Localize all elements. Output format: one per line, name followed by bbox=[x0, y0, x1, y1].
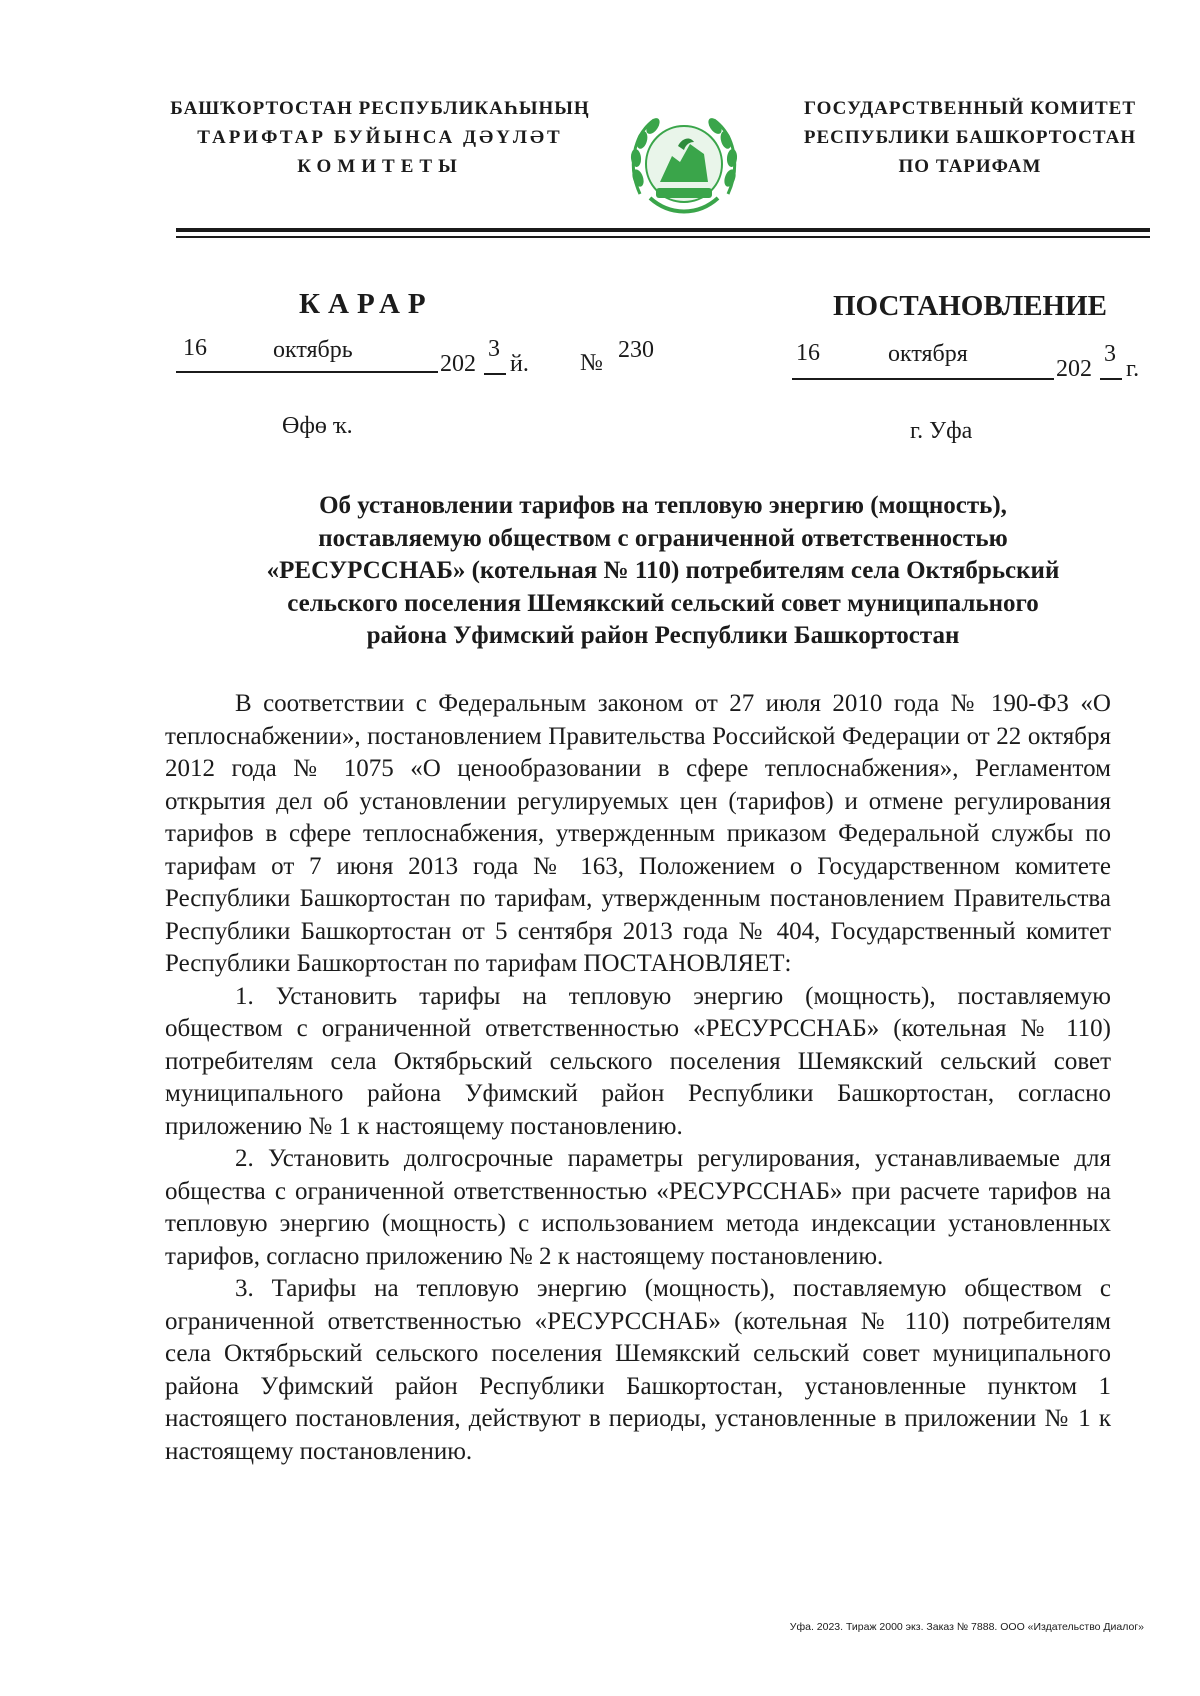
header-right-line: ГОСУДАРСТВЕННЫЙ КОМИТЕТ bbox=[803, 98, 1137, 119]
header-right-line: ПО ТАРИФАМ bbox=[898, 156, 1042, 177]
place-right: г. Уфа bbox=[910, 418, 973, 444]
header-left-line: КОМИТЕТЫ bbox=[297, 156, 463, 177]
header-rule bbox=[176, 236, 1150, 238]
header-left-line: ТАРИФТАР БУЙЫНСА ДӘҮЛӘТ bbox=[197, 127, 563, 148]
title-line: сельского поселения Шемякский сельский совет муниципального bbox=[287, 589, 1039, 617]
date-right-day: 16 bbox=[796, 340, 820, 366]
place-left: Өфө ҡ. bbox=[282, 413, 353, 439]
document-title bbox=[176, 490, 1150, 653]
date-right-year-prefix: 202 bbox=[1056, 356, 1092, 382]
emblem-icon bbox=[620, 98, 748, 226]
date-left-year-suffix: й. bbox=[510, 351, 529, 377]
date-left-month: октябрь bbox=[273, 337, 353, 363]
title-line: поставляемую обществом с ограниченной ответственностью bbox=[318, 524, 1008, 552]
date-left-underline bbox=[176, 371, 438, 373]
body-paragraph: 1. Установить тарифы на тепловую энергию (мощность), поставляемую обществом с ограниченной ответственностью «РЕСУРССНАБ» (котельная № 110) потребителям села Октябрьский сельского поселения Шемякский сельский совет муниципального района Уфимский район Республики Башкортостан, согласно приложению № 1 к настоящему постановлению. bbox=[165, 982, 1111, 1140]
doc-type-right: ПОСТАНОВЛЕНИЕ bbox=[833, 290, 1108, 322]
title-line: Об установлении тарифов на тепловую энергию (мощность), bbox=[319, 492, 1007, 519]
number-value: 230 bbox=[618, 337, 654, 363]
date-right-month: октября bbox=[888, 341, 968, 367]
date-left-day: 16 bbox=[183, 335, 207, 361]
date-right-year-suffix: г. bbox=[1126, 356, 1140, 382]
body-paragraph: 3. Тарифы на тепловую энергию (мощность), поставляемую обществом с ограниченной ответственностью «РЕСУРССНАБ» (котельная № 110) потребителям села Октябрьский сельского поселения Шемякский сельский совет муниципального района Уфимский район Республики Башкортостан, установленные пунктом 1 настоящего постановления, действуют в периоды, установленные в приложении № 1 к настоящему постановлению. bbox=[165, 1275, 1111, 1465]
date-left-year-underline bbox=[484, 373, 506, 375]
header-left bbox=[170, 94, 590, 181]
header-left-line: БАШҠОРТОСТАН РЕСПУБЛИКАҺЫНЫҢ bbox=[170, 98, 590, 119]
header-rule bbox=[176, 228, 1150, 232]
title-line: района Уфимский район Республики Башкортостан bbox=[366, 622, 960, 649]
header-right bbox=[780, 94, 1160, 181]
date-left-year-prefix: 202 bbox=[440, 351, 476, 377]
doc-type-left: КАРАР bbox=[299, 288, 434, 320]
print-footer: Уфа. 2023. Тираж 2000 экз. Заказ № 7888. ООО «Издательство Диалог» bbox=[789, 1621, 1144, 1633]
date-right-year-digit: 3 bbox=[1104, 341, 1116, 367]
header-right-line: РЕСПУБЛИКИ БАШКОРТОСТАН bbox=[803, 127, 1137, 148]
body-paragraph: В соответствии с Федеральным законом от 27 июля 2010 года № 190-ФЗ «О теплоснабжении», постановлением Правительства Российской Федерации от 22 октября 2012 года № 1075 «О ценообразовании в сфере теплоснабжения», Регламентом открытия дел об установлении регулируемых цен (тарифов) и отмене регулирования тарифов в сфере теплоснабжения, утвержденным приказом Федеральной службы по тарифам от 7 июня 2013 года № 163, Положением о Государственном комитете Республики Башкортостан по тарифам, утвержденным постановлением Правительства Республики Башкортостан от 5 сентября 2013 года № 404, Государственный комитет Республики Башкортостан по тарифам ПОСТАНОВЛЯЕТ: bbox=[165, 690, 1111, 977]
date-left-year-digit: 3 bbox=[488, 336, 500, 362]
document-body bbox=[165, 688, 1111, 1468]
date-right-underline bbox=[792, 378, 1054, 380]
date-right-year-underline bbox=[1100, 378, 1122, 380]
body-paragraph: 2. Установить долгосрочные параметры регулирования, устанавливаемые для общества с ограниченной ответственностью «РЕСУРССНАБ» при расчете тарифов на тепловую энергию (мощность) с использованием метода индексации установленных тарифов, согласно приложению № 2 к настоящему постановлению. bbox=[165, 1145, 1111, 1270]
title-line: «РЕСУРССНАБ» (котельная № 110) потребителям села Октябрьский bbox=[266, 557, 1060, 584]
number-label: № bbox=[580, 350, 603, 376]
